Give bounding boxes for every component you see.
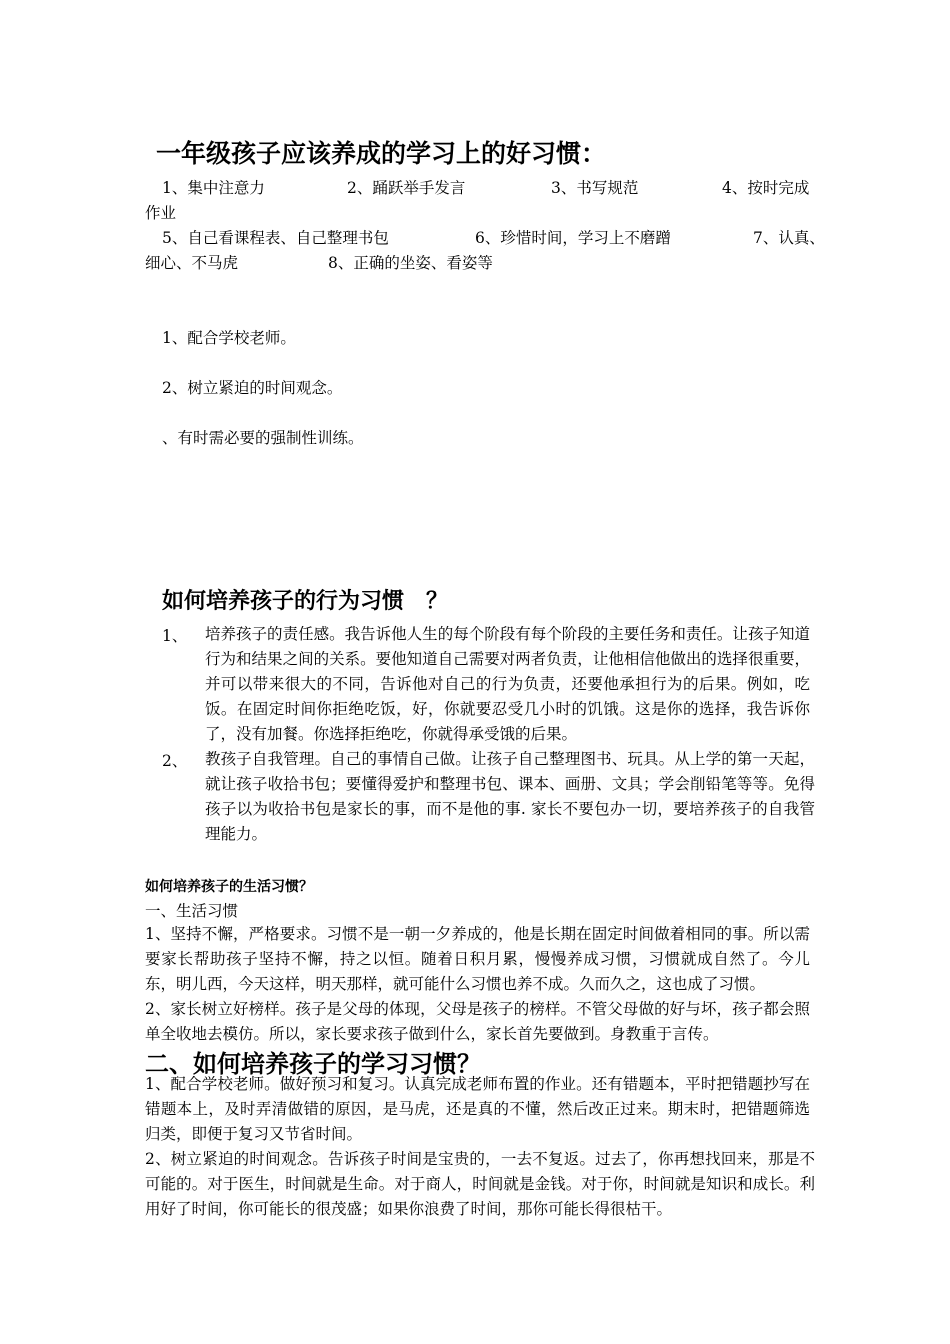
title-study-habits-2: 二、如何培养孩子的学习习惯？ [145, 1050, 481, 1078]
habit-4-continued: 作业 [145, 204, 177, 222]
life-subheading: 一、生活习惯 [145, 902, 239, 920]
habit-5: 5、自己看课程表、自己整理书包 [162, 229, 389, 247]
habit-4: 4、按时完成 [722, 179, 810, 197]
habit-8: 8、正确的坐姿、看姿等 [328, 254, 493, 272]
method-item: 2、树立紧迫的时间观念。 [162, 379, 343, 397]
method-item: 1、配合学校老师。 [162, 329, 296, 347]
habit-7-continued: 细心、不马虎 [145, 254, 239, 272]
title-life-habits: 如何培养孩子的生活习惯？ [145, 879, 313, 895]
study-paragraph-1: 1、配合学校老师。做好预习和复习。认真完成老师布置的作业。还有错题本，平时把错题抄写在错题本上，及时弄清做错的原因，是马虎，还是真的不懂，然后改正过来。期末时，把错题筛选归类，即便于复习又节省时间。 [145, 1075, 810, 1143]
behavior-number: 2、 [162, 752, 188, 770]
method-item: 、有时需必要的强制性训练。 [162, 429, 364, 447]
title-behavior-habits: 如何培养孩子的行为习惯 ？ [162, 589, 449, 614]
behavior-paragraph: 教孩子自我管理。自己的事情自己做。让孩子自己整理图书、玩具。从上学的第一天起，就让孩子收拾书包；要懂得爱护和整理书包、课本、画册、文具；学会削铅笔等等。免得孩子以为收拾书包是家长的事，而不是他的事. 家长不要包办一切，要培养孩子的自我管理能力。 [205, 750, 815, 843]
habit-2: 2、踊跃举手发言 [347, 179, 466, 197]
habit-7: 7、认真、 [753, 229, 825, 247]
habit-3: 3、书写规范 [551, 179, 639, 197]
habit-6: 6、珍惜时间，学习上不磨蹭 [475, 229, 671, 247]
habit-1: 1、集中注意力 [162, 179, 265, 197]
behavior-paragraph: 培养孩子的责任感。我告诉他人生的每个阶段有每个阶段的主要任务和责任。让孩子知道行为和结果之间的关系。要他知道自己需要对两者负责，让他相信他做出的选择很重要，并可以带来很大的不同，告诉他对自己的行为负责，还要他承担行为的后果。例如，吃饭。在固定时间你拒绝吃饭，好，你就要忍受几小时的饥饿。这是你的选择，我告诉你了，没有加餐。你选择拒绝吃，你就得承受饿的后果。 [205, 625, 810, 743]
life-paragraph-1: 1、坚持不懈，严格要求。习惯不是一朝一夕养成的，他是长期在固定时间做着相同的事。所以需要家长帮助孩子坚持不懈，持之以恒。随着日积月累，慢慢养成习惯，习惯就成自然了。今儿东，明儿西，今天这样，明天那样，就可能什么习惯也养不成。久而久之，这也成了习惯。 [145, 925, 810, 993]
study-paragraph-2: 2、树立紧迫的时间观念。告诉孩子时间是宝贵的，一去不复返。过去了，你再想找回来，那是不可能的。对于医生，时间就是生命。对于商人，时间就是金钱。对于你，时间就是知识和成长。利用好了时间，你可能长的很茂盛；如果你浪费了时间，那你可能长得很枯干。 [145, 1150, 815, 1218]
life-paragraph-2: 2、家长树立好榜样。孩子是父母的体现，父母是孩子的榜样。不管父母做的好与坏，孩子都会照单全收地去模仿。所以，家长要求孩子做到什么，家长首先要做到。身教重于言传。 [145, 1000, 810, 1043]
behavior-number: 1、 [162, 627, 188, 645]
title-study-habits: 一年级孩子应该养成的学习上的好习惯： [156, 139, 607, 168]
